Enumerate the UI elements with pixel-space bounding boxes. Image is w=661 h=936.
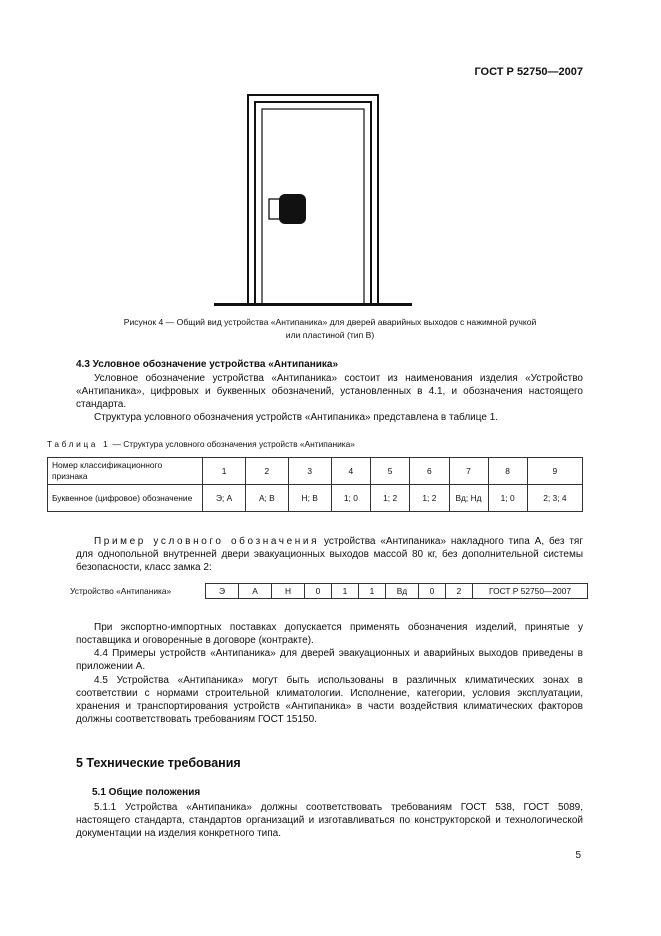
table-row	[206, 584, 588, 599]
table-cell: Вд; Нд	[449, 485, 488, 512]
section-5-1-heading: 5.1 Общие положения	[92, 787, 201, 798]
standard-number: ГОСТ Р 52750—2007	[474, 66, 583, 78]
table-cell: 1	[203, 458, 246, 485]
table-cell-label: Номер классификационного признака	[48, 458, 203, 485]
caption-line-1: Рисунок 4 — Общий вид устройства «Антипаника» для дверей аварийных выходов с нажимной ручкой	[123, 317, 537, 327]
table-1-caption	[47, 439, 355, 449]
designation-cell-standard: ГОСТ Р 52750—2007	[473, 584, 588, 599]
page-number: 5	[575, 850, 581, 861]
section-4-3-heading: 4.3 Условное обозначение устройства «Антипаника»	[76, 359, 339, 370]
table-cell: 4	[331, 458, 370, 485]
designation-cell: Вд	[386, 584, 419, 599]
table-cell: А; В	[246, 485, 288, 512]
antipanic-handle	[279, 194, 306, 224]
door-figure	[210, 92, 415, 312]
floor-line	[214, 303, 412, 306]
door-frame-outer	[248, 95, 378, 304]
table-caption-label: Таблица 1	[47, 439, 111, 449]
designation-cell: А	[239, 584, 272, 599]
export-paragraph: При экспортно-импортных поставках допускается применять обозначения изделий, принятые у поставщика и оговоренные в договоре (контракте).	[76, 622, 583, 646]
table-caption-text: — Структура условного обозначения устройств «Антипаника»	[110, 439, 355, 449]
designation-cell: 1	[332, 584, 359, 599]
table-cell: 3	[288, 458, 331, 485]
table-cell: 1; 0	[331, 485, 370, 512]
table-cell: 5	[371, 458, 410, 485]
example-label: Устройство «Антипаника»	[70, 586, 172, 596]
table-cell: 1; 2	[371, 485, 410, 512]
table-cell: 9	[527, 458, 582, 485]
door-leaf	[262, 109, 364, 304]
table-cell: 7	[449, 458, 488, 485]
section-4-3-paragraph-1: Условное обозначение устройства «Антипаника» состоит из наименования изделия «Устройство «Антипаника», цифровых и буквенных обозначений, установленных в 4.1, и обозначения настоящего стандарта.	[76, 373, 583, 410]
section-4-3-paragraph-2: Структура условного обозначения устройств «Антипаника» представлена в таблице 1.	[94, 412, 499, 423]
designation-cell: 2	[446, 584, 473, 599]
paragraph-5-1-1: 5.1.1 Устройства «Антипаника» должны соответствовать требованиям ГОСТ 538, ГОСТ 5089, настоящего стандарта, стандартов организаций и изготавливаться по конструкторской и технологической документации на изделия конкретного типа.	[76, 802, 583, 839]
table-1	[47, 457, 583, 512]
table-cell: 2	[246, 458, 288, 485]
example-paragraph	[76, 535, 583, 574]
section-5-heading: 5 Технические требования	[76, 756, 241, 770]
table-cell: 1; 0	[488, 485, 527, 512]
figure-caption	[70, 316, 590, 342]
table-cell: Н; В	[288, 485, 331, 512]
paragraph-4-4: 4.4 Примеры устройств «Антипаника» для дверей эвакуационных и аварийных выходов приведены в приложении А.	[76, 648, 583, 672]
caption-line-2: или пластиной (тип В)	[285, 330, 375, 340]
designation-cell: 1	[359, 584, 386, 599]
table-cell: 8	[488, 458, 527, 485]
door-frame-inner	[255, 102, 371, 304]
table-cell: 1; 2	[410, 485, 449, 512]
designation-cell: 0	[419, 584, 446, 599]
table-cell: 2; 3; 4	[527, 485, 582, 512]
table-row	[48, 458, 583, 485]
paragraph-4-5: 4.5 Устройства «Антипаника» могут быть использованы в различных климатических зонах в соответствии с нормами строительной климатологии. Исполнение, категории, условия эксплуатации, хранения и транспортирования устройств «Антипаника» в части воздействия климатических факторов должны соответствовать требованиям ГОСТ 15150.	[76, 675, 583, 725]
designation-cell: Н	[272, 584, 305, 599]
designation-cell: Э	[206, 584, 239, 599]
table-row	[48, 485, 583, 512]
table-cell: Э; А	[203, 485, 246, 512]
table-cell: 6	[410, 458, 449, 485]
designation-cell: 0	[305, 584, 332, 599]
example-text: устройства «Антипаника» накладного типа А, без тяг для однопольной внутренней двери эвакуационных выходов массой 80 кг, без дополнительной системы безопасности, класс замка 2:	[76, 536, 583, 573]
table-cell-label: Буквенное (цифровое) обозначение	[48, 485, 203, 512]
example-lead: Пример условного обозначения	[94, 536, 320, 547]
example-designation-table	[205, 583, 588, 599]
